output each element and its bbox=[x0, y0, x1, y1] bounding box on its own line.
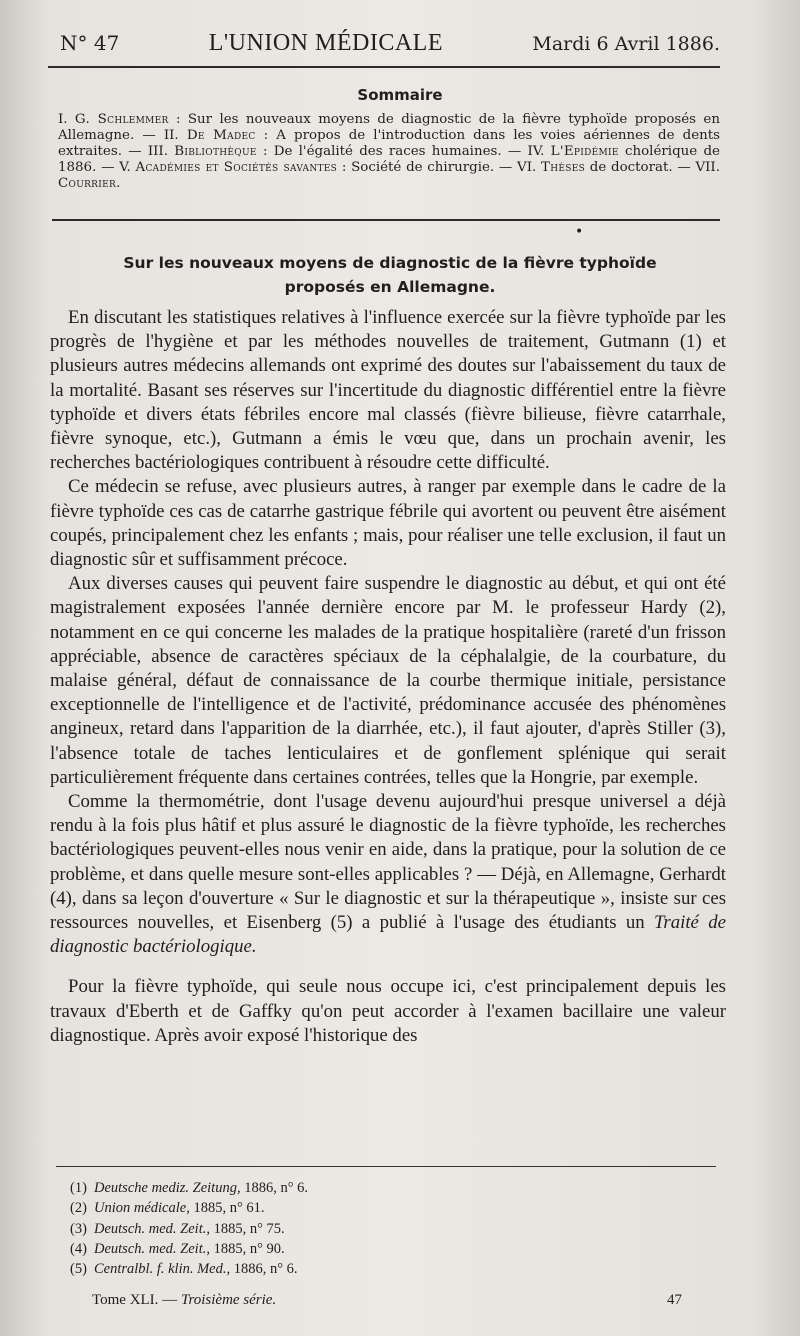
book-title: Traité de diagnostic bactériologique. bbox=[50, 912, 726, 958]
article-title bbox=[60, 251, 720, 299]
paragraph: En discutant les statistiques relatives à l'influence exercée sur la fièvre typhoïde par les progrès de l'hygiène et par les méthodes nouvelles de traitement, Gutmann (1) et plusieurs autres médecins allemands ont exprimé des doutes sur l'abaissement du taux de la mortalité. Basant ses réserves sur l'incertitude du diagnostic différentiel entre la fièvre typhoïde et divers états fébriles encore mal classés (fièvre bilieuse, fièvre catarrhale, fièvre synoque, etc.), Gutmann a émis le vœu que, dans un prochain avenir, les recherches bactériologiques contribuent à résoudre cette difficulté. bbox=[50, 307, 726, 474]
issue-number: N° 47 bbox=[60, 31, 120, 55]
issue-date: Mardi 6 Avril 1886. bbox=[532, 33, 720, 55]
paragraph: Pour la fièvre typhoïde, qui seule nous occupe ici, c'est principalement depuis les travaux d'Eberth et de Gaffky qu'on peut accorder à l'examen bacillaire une valeur diagnostique. Après avoir exposé l'historique des bbox=[50, 976, 726, 1046]
sommaire-title: Sommaire bbox=[357, 86, 443, 104]
paragraph: Comme la thermométrie, dont l'usage devenu aujourd'hui presque universel a déjà rendu à la fois plus hâtif et plus assuré le diagnostic de la fièvre typhoïde, les recherches bactériologiques peuvent-elles nous venir en aide, dans la pratique, pour la solution de ce problème, et dans quelle mesure sont-elles applicables ? — Déjà, en Allemagne, Gerhardt (4), dans sa leçon d'ouverture « Sur le diagnostic et sur la thérapeutique », insiste sur ces ressources nouvelles, et Eisenberg (5) a publié à l'usage des étudiants un Traité de diagnostic bactériologique. bbox=[50, 791, 726, 958]
sommaire-list bbox=[58, 112, 720, 192]
footnote: (5) Centralbl. f. klin. Med., 1886, n° 6. bbox=[70, 1261, 298, 1278]
footnote-rule bbox=[56, 1166, 716, 1167]
header-rule bbox=[48, 66, 720, 68]
footnote: (3) Deutsch. med. Zeit., 1885, n° 75. bbox=[70, 1220, 285, 1237]
section-rule bbox=[52, 219, 720, 221]
sommaire-item: I. G. Schlemmer : Sur les nouveaux moyens de diagnostic de la fièvre typhoïde proposés en Allemagne. bbox=[58, 112, 720, 143]
sommaire-item: — II. De Madec : A propos de l'introduction dans les voies aériennes de dents extraites. bbox=[58, 128, 721, 159]
page-header bbox=[60, 30, 720, 64]
sommaire-item: — VII. Courrier. bbox=[58, 160, 720, 191]
page-number: 47 bbox=[667, 1292, 682, 1308]
sommaire-item: — III. Bibliothèque : De l'égalité des races humaines. bbox=[128, 144, 502, 159]
journal-title: L'UNION MÉDICALE bbox=[208, 30, 443, 56]
article-body bbox=[50, 306, 726, 1048]
sommaire-item: — VI. Thèses de doctorat. bbox=[498, 160, 673, 175]
footnotes bbox=[70, 1178, 670, 1279]
sommaire-item: — V. Académies et Sociétés savantes : Société de chirurgie. bbox=[101, 160, 495, 175]
volume-info: Tome XLI. — Troisième série. bbox=[92, 1292, 277, 1308]
page-footer bbox=[92, 1292, 682, 1309]
footnote: (4) Deutsch. med. Zeit., 1885, n° 90. bbox=[70, 1240, 285, 1257]
bullet-ornament: • bbox=[575, 224, 584, 240]
footnote: (2) Union médicale, 1885, n° 61. bbox=[70, 1200, 265, 1217]
sommaire-item: — IV. L'Epidémie cholérique de 1886. bbox=[58, 144, 720, 175]
paragraph: Ce médecin se refuse, avec plusieurs autres, à ranger par exemple dans le cadre de la fièvre typhoïde ces cas de catarrhe gastrique fébrile qui avortent ou peuvent être aisément coupés, principalement chez les enfants ; mais, pour réaliser une telle exclusion, il faut un diagnostic sûr et suffisamment précoce. bbox=[50, 476, 726, 571]
footnote: (1) Deutsche mediz. Zeitung, 1886, n° 6. bbox=[70, 1180, 309, 1196]
paragraph: Aux diverses causes qui peuvent faire suspendre le diagnostic au début, et qui ont été magistralement exposées l'année dernière encore par M. le professeur Hardy (2), notamment en ce qui concerne les malades de la pratique hospitalière (rareté d'un frisson appréciable, absence de caractères spéciaux de la céphalalgie, de la courbature, du malaise général, défaut de connaissance de la courbe thermique initiale, persistance exceptionnelle de l'intelligence et de l'activité, prédominance accusée des phénomènes angineux, retard dans l'apparition de la diarrhée, etc.), il faut ajouter, d'après Stiller (3), l'absence totale de taches lenticulaires et de gonflement splénique qui serait particulièrement fréquente dans certaines contrées, telles que la Hongrie, par exemple. bbox=[50, 573, 726, 788]
article-title-line: Sur les nouveaux moyens de diagnostic de la fièvre typhoïde bbox=[123, 254, 657, 272]
article-title-line: proposés en Allemagne. bbox=[284, 278, 496, 296]
